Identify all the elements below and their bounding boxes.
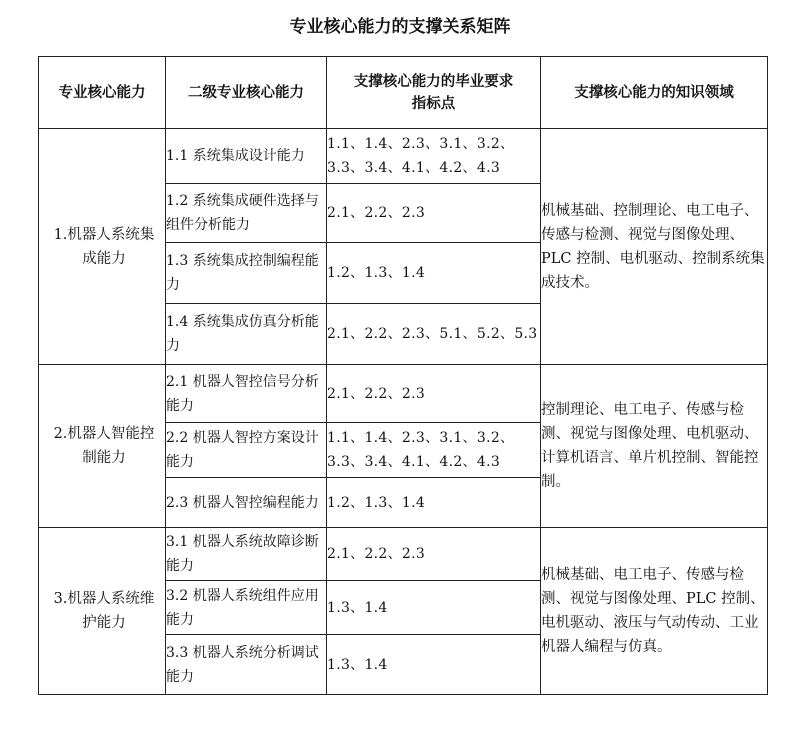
indicator-cell: 2.1、2.2、2.3 bbox=[327, 184, 541, 243]
secondary-ability-cell: 3.2 机器人系统组件应用能力 bbox=[166, 581, 327, 635]
indicator-cell: 2.1、2.2、2.3 bbox=[327, 365, 541, 423]
indicator-cell: 1.3、1.4 bbox=[327, 635, 541, 695]
core-ability-cell: 2.机器人智能控制能力 bbox=[39, 365, 166, 528]
header-core-ability: 专业核心能力 bbox=[39, 57, 166, 129]
secondary-ability-cell: 3.3 机器人系统分析调试能力 bbox=[166, 635, 327, 695]
knowledge-area-cell: 控制理论、电工电子、传感与检测、视觉与图像处理、电机驱动、计算机语言、单片机控制、智能控制。 bbox=[541, 365, 768, 528]
secondary-ability-cell: 1.4 系统集成仿真分析能力 bbox=[166, 304, 327, 365]
header-graduation-indicators: 支撑核心能力的毕业要求指标点 bbox=[327, 57, 541, 129]
indicator-cell: 1.1、1.4、2.3、3.1、3.2、3.3、3.4、4.1、4.2、4.3 bbox=[327, 423, 541, 478]
secondary-ability-cell: 2.1 机器人智控信号分析能力 bbox=[166, 365, 327, 423]
header-row bbox=[39, 57, 768, 129]
page-title: 专业核心能力的支撑关系矩阵 bbox=[289, 17, 511, 37]
secondary-ability-cell: 1.2 系统集成硬件选择与组件分析能力 bbox=[166, 184, 327, 243]
header-secondary-ability: 二级专业核心能力 bbox=[166, 57, 327, 129]
secondary-ability-cell: 1.3 系统集成控制编程能力 bbox=[166, 243, 327, 304]
secondary-ability-cell: 2.2 机器人智控方案设计能力 bbox=[166, 423, 327, 478]
core-ability-cell: 3.机器人系统维护能力 bbox=[39, 528, 166, 695]
secondary-ability-cell: 2.3 机器人智控编程能力 bbox=[166, 478, 327, 528]
support-matrix-table bbox=[38, 56, 768, 695]
indicator-cell: 2.1、2.2、2.3、5.1、5.2、5.3 bbox=[327, 304, 541, 365]
indicator-cell: 1.1、1.4、2.3、3.1、3.2、3.3、3.4、4.1、4.2、4.3 bbox=[327, 129, 541, 184]
knowledge-area-cell: 机械基础、控制理论、电工电子、传感与检测、视觉与图像处理、PLC 控制、电机驱动、控制系统集成技术。 bbox=[541, 129, 768, 365]
secondary-ability-cell: 3.1 机器人系统故障诊断能力 bbox=[166, 528, 327, 581]
knowledge-area-cell: 机械基础、电工电子、传感与检测、视觉与图像处理、PLC 控制、电机驱动、液压与气动传动、工业机器人编程与仿真。 bbox=[541, 528, 768, 695]
indicator-cell: 2.1、2.2、2.3 bbox=[327, 528, 541, 581]
table-row bbox=[39, 129, 768, 184]
table-row bbox=[39, 528, 768, 581]
indicator-cell: 1.2、1.3、1.4 bbox=[327, 243, 541, 304]
secondary-ability-cell: 1.1 系统集成设计能力 bbox=[166, 129, 327, 184]
indicator-cell: 1.3、1.4 bbox=[327, 581, 541, 635]
header-knowledge-areas: 支撑核心能力的知识领域 bbox=[541, 57, 768, 129]
core-ability-cell: 1.机器人系统集成能力 bbox=[39, 129, 166, 365]
table-row bbox=[39, 365, 768, 423]
indicator-cell: 1.2、1.3、1.4 bbox=[327, 478, 541, 528]
